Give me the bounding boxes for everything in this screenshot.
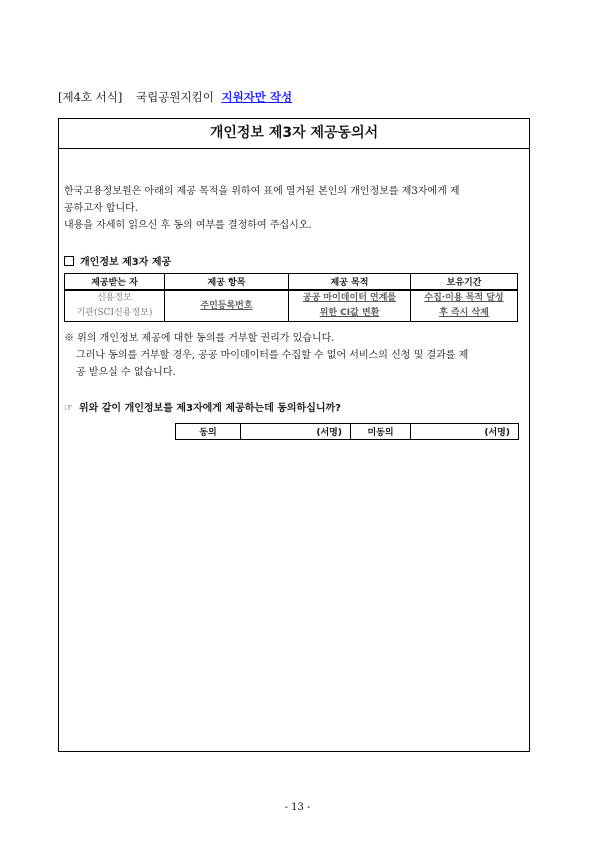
purpose-line: 공공 마이데이터 연계를 xyxy=(302,293,397,303)
retention-line: 수집·이용 목적 달성 xyxy=(424,293,504,303)
organization-name: 국립공원지킴이 xyxy=(136,90,214,104)
notice-line: 그러나 동의를 거부할 경우, 공공 마이데이터를 수집할 수 없어 서비스의 신청 및 결과를 제 xyxy=(76,350,469,361)
column-header-retention: 보유기간 xyxy=(411,274,518,291)
page-number: - 13 - xyxy=(284,802,311,813)
table-row xyxy=(65,290,518,322)
table-row xyxy=(176,424,519,440)
section-title xyxy=(64,253,171,268)
recipient-line: 신용정보 xyxy=(97,293,132,303)
section-title-text: 개인정보 제3자 제공 xyxy=(80,257,172,268)
recipient-cell xyxy=(65,290,165,322)
column-header-item: 제공 항목 xyxy=(165,274,289,291)
column-header-purpose: 제공 목적 xyxy=(289,274,411,291)
notice-line: 공 받으실 수 없습니다. xyxy=(76,367,176,378)
form-header xyxy=(58,89,292,105)
agree-signature-field[interactable]: (서명) xyxy=(241,424,351,440)
notice-line: ※ 위의 개인정보 제공에 대한 동의를 거부할 권리가 있습니다. xyxy=(64,333,335,344)
table-header-row xyxy=(65,274,518,291)
retention-line: 후 즉시 삭제 xyxy=(439,308,489,318)
form-number: [제4호 서식] xyxy=(58,90,123,104)
document-title: 개인정보 제3자 제공동의서 xyxy=(59,119,529,149)
question-text: 위와 같이 개인정보를 제3자에게 제공하는데 동의하십니까? xyxy=(78,403,341,414)
intro-line: 한국고용정보원은 아래의 제공 목적을 위하여 표에 열거된 본인의 개인정보를 제3자에게 제 xyxy=(64,186,460,197)
disagree-label: 미동의 xyxy=(351,424,411,440)
applicant-only-note: 지원자만 작성 xyxy=(221,90,293,104)
purpose-cell xyxy=(289,290,411,322)
provision-table xyxy=(64,273,518,322)
consent-question xyxy=(64,399,341,414)
disagree-signature-field[interactable]: (서명) xyxy=(411,424,519,440)
refusal-notice xyxy=(64,330,524,381)
recipient-line: 기관(SCI신용정보) xyxy=(76,308,153,318)
pointing-hand-icon: ☞ xyxy=(64,403,73,414)
intro-line: 내용을 자세히 읽으신 후 동의 여부를 결정하여 주십시오. xyxy=(64,220,312,231)
column-header-recipient: 제공받는 자 xyxy=(65,274,165,291)
item-cell: 주민등록번호 xyxy=(165,290,289,322)
intro-line: 공하고자 합니다. xyxy=(64,203,138,214)
consent-signature-table xyxy=(175,423,519,440)
purpose-line: 위한 CI값 변환 xyxy=(319,308,380,318)
retention-cell xyxy=(411,290,518,322)
checkbox-square-icon xyxy=(64,256,74,266)
intro-text xyxy=(64,183,524,234)
agree-label: 동의 xyxy=(176,424,241,440)
